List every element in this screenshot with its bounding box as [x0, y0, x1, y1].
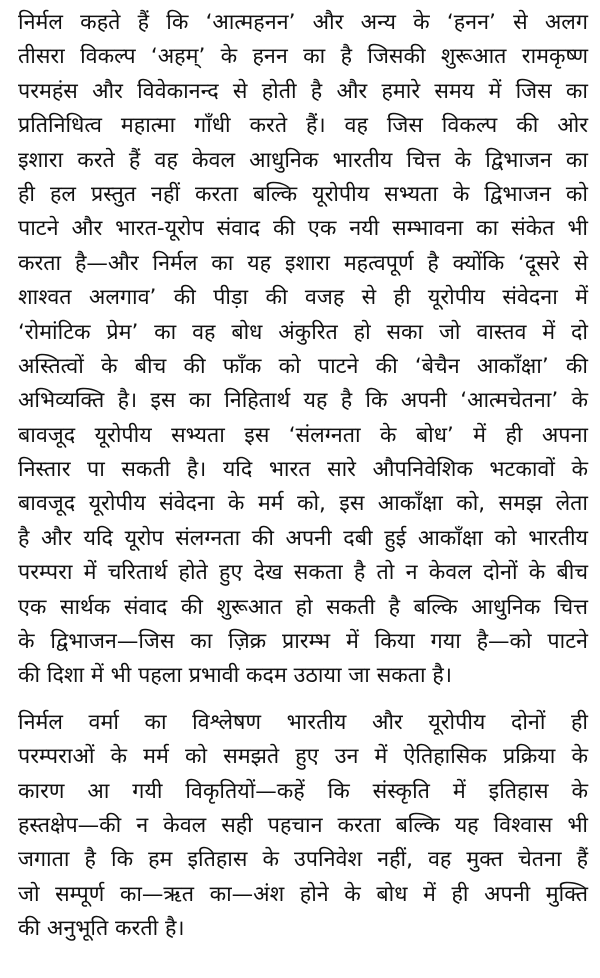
text-line: इशारा करते हैं वह केवल आधुनिक भारतीय चित्त के द्विभाजन का [18, 147, 588, 173]
text-line: शाश्वत अलगाव’ की पीड़ा की वजह से ही यूरोपीय संवेदना में [18, 285, 588, 311]
text-line: परम्पराओं के मर्म को समझते हुए उन में ऐतिहासिक प्रक्रिया के [18, 744, 588, 770]
paragraph-1 [18, 6, 588, 694]
text-line: है और यदि यूरोप संलग्नता की अपनी दबी हुई आकाँक्षा को भारतीय [18, 525, 588, 551]
text-line: परम्परा में चरितार्थ होते हुए देख सकता है तो न केवल दोनों के बीच [18, 560, 588, 586]
text-line: हस्तक्षेप—की न केवल सही पहचान करता बल्कि यह विश्वास भी [18, 812, 588, 838]
text-line: अस्तित्वों के बीच की फाँक को पाटने की ‘बेचैन आकाँक्षा’ की [18, 353, 588, 379]
text-line: एक सार्थक संवाद की शुरूआत हो सकती है बल्कि आधुनिक चित्त [18, 594, 588, 620]
text-line: बावजूद यूरोपीय सभ्यता इस ‘संलग्नता के बोध’ में ही अपना [18, 422, 588, 448]
text-line: ही हल प्रस्तुत नहीं करता बल्कि यूरोपीय सभ्यता के द्विभाजन को [18, 181, 588, 207]
text-line: निर्मल वर्मा का विश्लेषण भारतीय और यूरोपीय दोनों ही [18, 709, 588, 735]
text-line: अभिव्यक्ति है। इस का निहितार्थ यह है कि अपनी ‘आत्मचेतना’ के [18, 388, 588, 414]
text-line: तीसरा विकल्प ‘अहम्’ के हनन का है जिसकी शुरूआत रामकृष्ण [18, 44, 588, 70]
text-line: पाटने और भारत-यूरोप संवाद की एक नयी सम्भावना का संकेत भी [18, 216, 588, 242]
text-line: जो सम्पूर्ण का—ऋत का—अंश होने के बोध में ही अपनी मुक्ति [18, 881, 588, 907]
text-line: के द्विभाजन—जिस का ज़िक्र प्रारम्भ में किया गया है—को पाटने [18, 629, 588, 655]
text-line: बावजूद यूरोपीय संवेदना के मर्म को, इस आकाँक्षा को, समझ लेता [18, 491, 588, 517]
paragraph-2 [18, 706, 588, 947]
text-line: की अनुभूति करती है। [18, 916, 185, 942]
text-line: निस्तार पा सकती है। यदि भारत सारे औपनिवेशिक भटकावों के [18, 457, 588, 483]
text-line: करता है—और निर्मल का यह इशारा महत्वपूर्ण है क्योंकि ‘दूसरे से [18, 250, 588, 276]
text-line: परमहंस और विवेकानन्द से होती है और हमारे समय में जिस का [18, 78, 588, 104]
document-page [18, 6, 588, 947]
text-line: जगाता है कि हम इतिहास के उपनिवेश नहीं, वह मुक्त चेतना हैं [18, 847, 588, 873]
text-line: ‘रोमांटिक प्रेम’ का वह बोध अंकुरित हो सका जो वास्तव में दो [18, 319, 588, 345]
text-line: निर्मल कहते हैं कि ‘आत्महनन’ और अन्य के ‘हनन’ से अलग [18, 10, 588, 35]
text-line: प्रतिनिधित्व महात्मा गाँधी करते हैं। वह जिस विकल्प की ओर [18, 113, 588, 139]
text-line: की दिशा में भी पहला प्रभावी कदम उठाया जा सकता है। [18, 663, 452, 689]
text-line: कारण आ गयी विकृतियों—कहें कि संस्कृति में इतिहास के [18, 778, 588, 804]
paragraph-spacer [18, 694, 588, 706]
